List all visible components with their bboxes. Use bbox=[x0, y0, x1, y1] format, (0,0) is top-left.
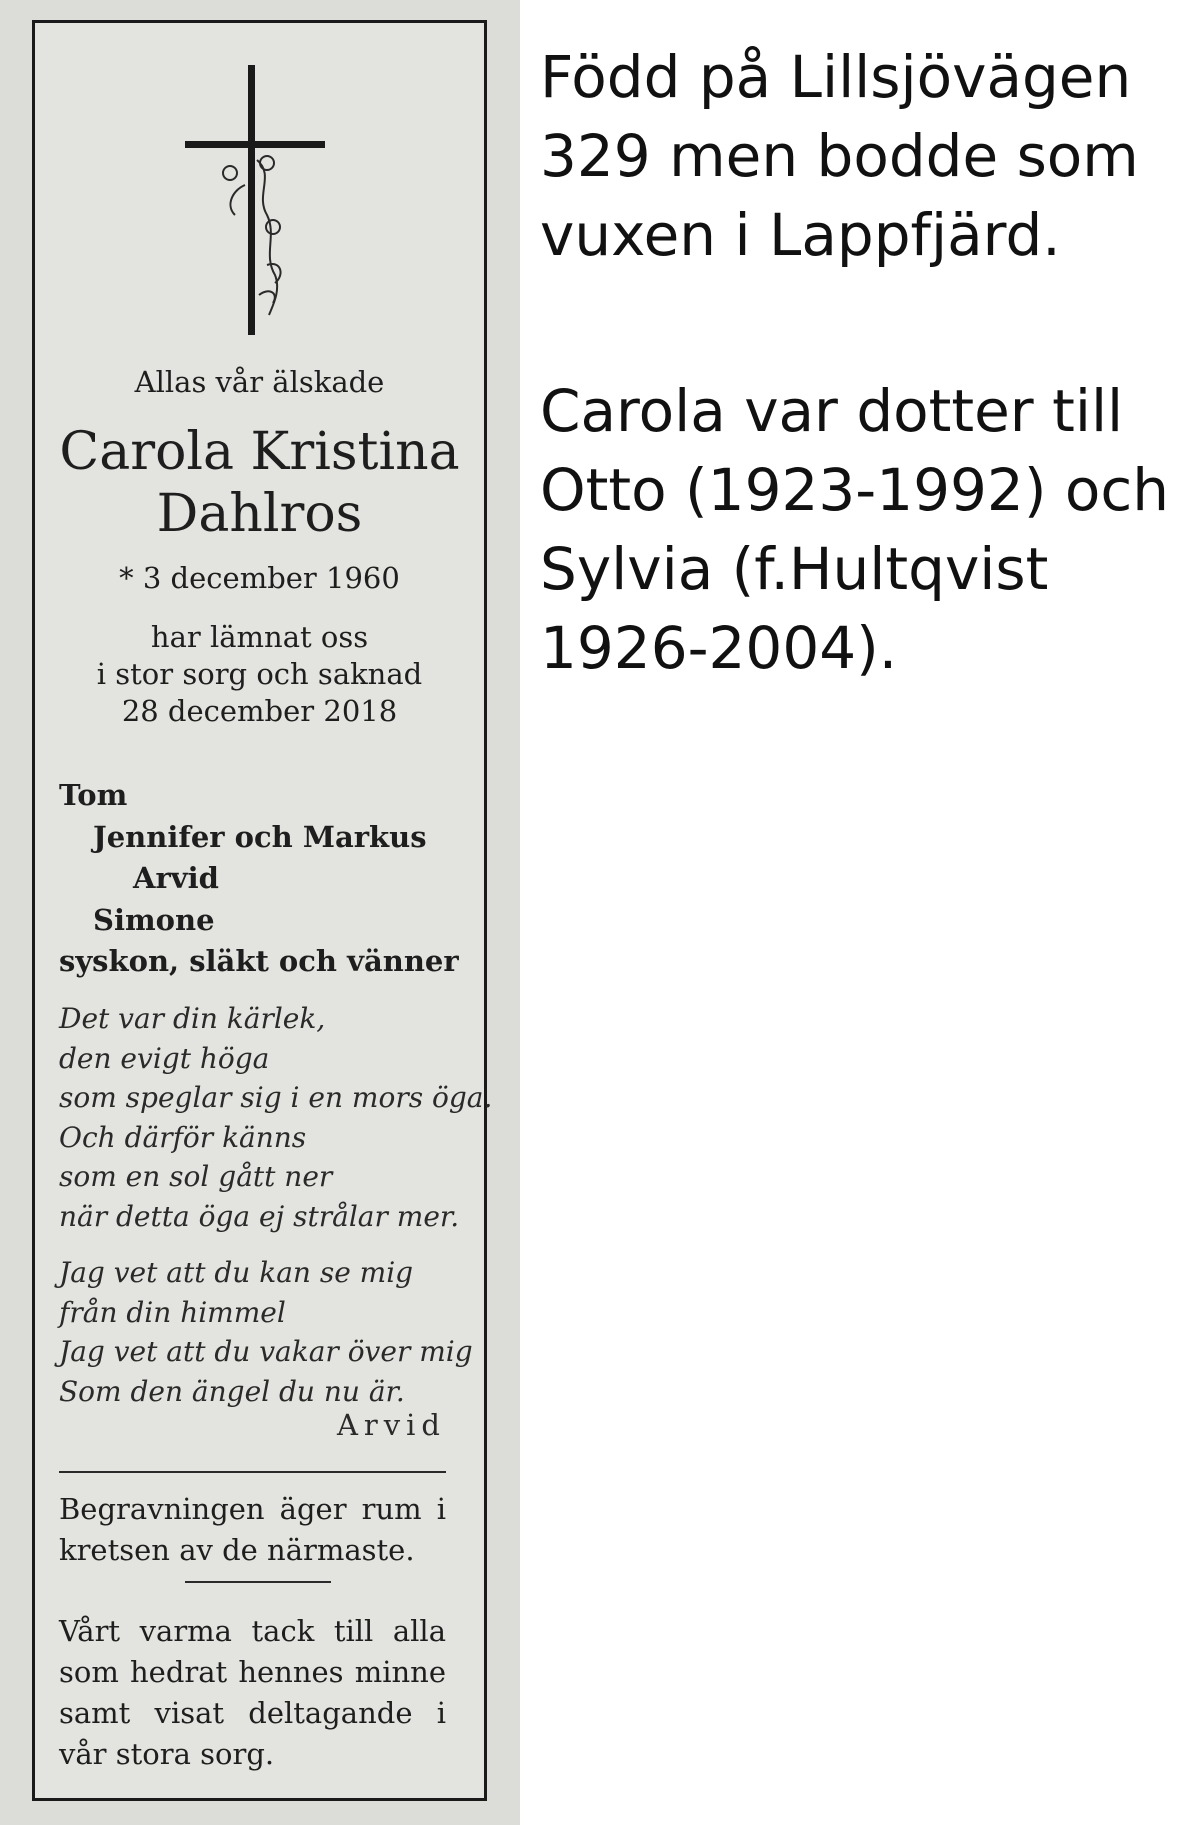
passing-line-2: i stor sorg och saknad bbox=[96, 657, 423, 691]
mourner: syskon, släkt och vänner bbox=[59, 944, 459, 978]
caption-line: vuxen i Lappfjärd. bbox=[540, 201, 1061, 269]
poem-line: som speglar sig i en mors öga. bbox=[59, 1081, 493, 1114]
passing-message bbox=[35, 619, 484, 730]
mourner: Jennifer och Markus bbox=[93, 819, 427, 854]
mourner: Tom bbox=[59, 778, 128, 812]
caption-line: Otto (1923-1992) och bbox=[540, 456, 1170, 524]
mourner: Arvid bbox=[133, 861, 219, 895]
obituary-frame bbox=[32, 20, 493, 1801]
poem-line: den evigt höga bbox=[59, 1041, 270, 1075]
poem-line: Som den ängel du nu är. bbox=[59, 1374, 405, 1408]
poem-line: Det var din kärlek, bbox=[59, 1002, 326, 1035]
caption-paragraph-1 bbox=[540, 38, 1139, 275]
birth-date: * 3 december 1960 bbox=[119, 561, 400, 595]
caption-line: Sylvia (f.Hultqvist bbox=[540, 535, 1049, 603]
poem-line: när detta öga ej strålar mer. bbox=[59, 1199, 460, 1233]
divider-line-short bbox=[185, 1581, 331, 1583]
passing-line-1: har lämnat oss bbox=[150, 620, 369, 654]
name-line-1: Carola Kristina bbox=[59, 422, 460, 482]
burial-notice: Begravningen äger rum i kretsen av de närmaste. bbox=[59, 1492, 446, 1567]
poem-stanza-1 bbox=[59, 999, 492, 1236]
deceased-name bbox=[35, 421, 484, 545]
cross-with-flowers-icon bbox=[185, 65, 325, 335]
poem-line: Jag vet att du kan se mig bbox=[59, 1256, 414, 1289]
name-line-2: Dahlros bbox=[156, 484, 363, 544]
caption-line: Carola var dotter till bbox=[540, 377, 1124, 445]
caption-line: Född på Lillsjövägen bbox=[540, 43, 1132, 111]
poem-line: från din himmel bbox=[59, 1295, 286, 1329]
poem-stanza-2 bbox=[59, 1253, 473, 1411]
caption-line: 329 men bodde som bbox=[540, 122, 1139, 190]
caption-paragraph-2 bbox=[540, 372, 1169, 688]
caption-line: 1926-2004). bbox=[540, 614, 898, 682]
passing-date: 28 december 2018 bbox=[121, 694, 398, 728]
poem-line: som en sol gått ner bbox=[59, 1160, 333, 1193]
poem-author: Arvid bbox=[336, 1408, 446, 1442]
poem-line: Jag vet att du vakar över mig bbox=[59, 1335, 473, 1368]
poem-line: Och därför känns bbox=[59, 1120, 307, 1154]
divider-line bbox=[59, 1471, 446, 1473]
mourner: Simone bbox=[93, 902, 215, 937]
thanks-notice: Vårt varma tack till alla som hedrat hennes minne samt visat deltagande i vår stora sorg. bbox=[59, 1614, 446, 1771]
obituary-intro: Allas vår älskade bbox=[134, 365, 385, 399]
newspaper-clipping bbox=[0, 0, 520, 1825]
mourners-list bbox=[59, 775, 459, 983]
